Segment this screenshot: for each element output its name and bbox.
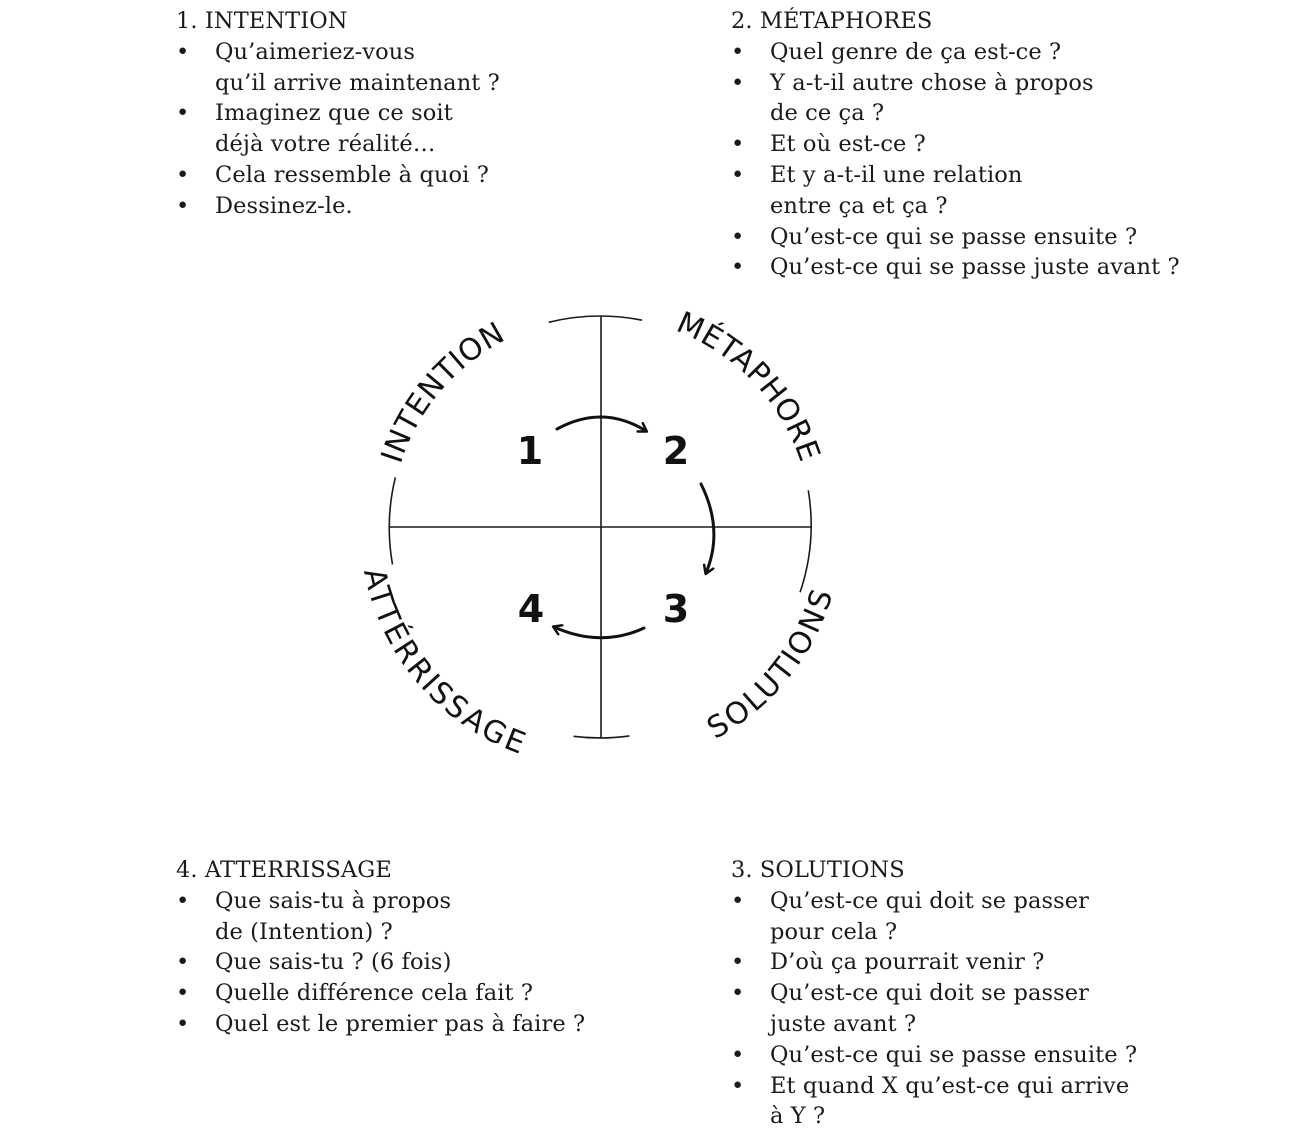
arc-left — [389, 477, 395, 564]
step-1-number: 1 — [516, 429, 544, 473]
section-title: 2. MÉTAPHORES — [731, 8, 933, 34]
list-item: • Et où est-ce ? — [731, 129, 1231, 160]
list-item: • Quelle différence cela fait ? — [176, 978, 596, 1009]
list-item: • Qu’est-ce qui doit se passer juste avant ? — [731, 978, 1231, 1040]
section-title: 1. INTENTION — [176, 8, 348, 34]
step-4-number: 4 — [517, 587, 545, 631]
section-title: 4. ATTERRISSAGE — [176, 857, 392, 883]
arc-right — [800, 490, 811, 592]
step-2-number: 2 — [662, 429, 690, 473]
label-intention: INTENTION — [374, 315, 511, 468]
arrow-3-to-4 — [554, 627, 644, 638]
list-item: • Quel genre de ça est-ce ? — [731, 37, 1231, 68]
list-item: • Qu’est-ce qui se passe juste avant ? — [731, 252, 1231, 283]
step-numbers — [517, 429, 689, 631]
section-title: 3. SOLUTIONS — [731, 857, 905, 883]
quadrant-labels — [356, 305, 840, 761]
list-item: • Que sais-tu à propos de (Intention) ? — [176, 886, 596, 948]
list-item: • Dessinez-le. — [176, 191, 596, 222]
list-item: • Cela ressemble à quoi ? — [176, 160, 596, 191]
label-atterrissage: ATTÉRRISSAGE — [356, 564, 531, 762]
list-item: • Qu’est-ce qui se passe ensuite ? — [731, 222, 1231, 253]
step-3-number: 3 — [662, 587, 690, 631]
list-item: • D’où ça pourrait venir ? — [731, 947, 1231, 978]
list-item: • Qu’est-ce qui doit se passer pour cela ? — [731, 886, 1231, 948]
list-item: • Imaginez que ce soit déjà votre réalité… — [176, 98, 596, 160]
label-metaphore: MÉTAPHORE — [671, 305, 827, 467]
label-solutions: SOLUTIONS — [701, 584, 841, 747]
list-item: • Et quand X qu’est-ce qui arrive à Y ? — [731, 1071, 1231, 1133]
arc-top-right — [600, 316, 642, 320]
list-item: • Quel est le premier pas à faire ? — [176, 1009, 596, 1040]
list-item: • Que sais-tu ? (6 fois) — [176, 947, 596, 978]
arc-top-left — [549, 316, 600, 322]
list-item: • Qu’aimeriez-vous qu’il arrive maintenant ? — [176, 37, 596, 99]
list-item: • Et y a-t-il une relation entre ça et ça ? — [731, 160, 1231, 222]
arrow-2-to-3 — [701, 484, 714, 573]
list-item: • Qu’est-ce qui se passe ensuite ? — [731, 1040, 1231, 1071]
list-item: • Y a-t-il autre chose à propos de ce ça ? — [731, 68, 1231, 130]
